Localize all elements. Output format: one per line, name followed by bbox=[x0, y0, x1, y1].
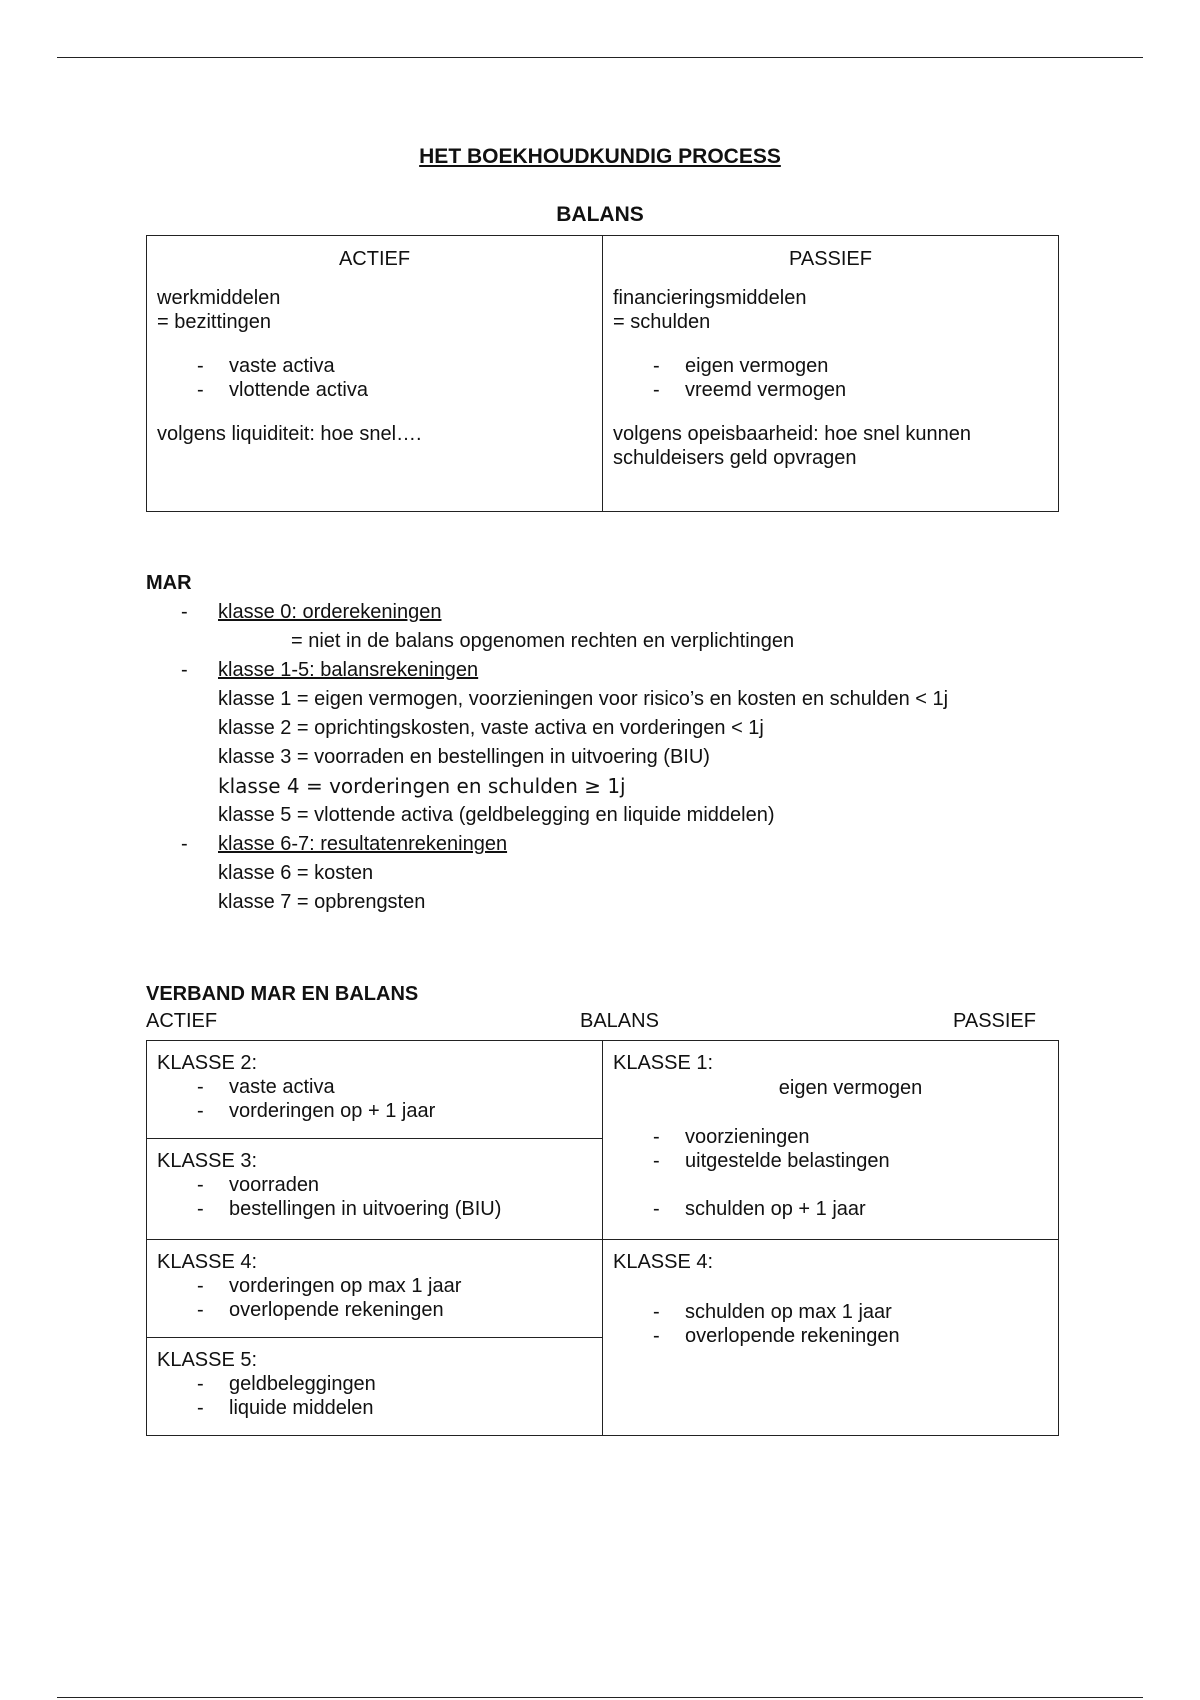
actief-line2: = bezittingen bbox=[157, 311, 271, 333]
verband-label-balans: BALANS bbox=[580, 1010, 659, 1032]
list-item: - bestellingen in uitvoering (BIU) bbox=[197, 1197, 592, 1221]
balans-heading: BALANS bbox=[556, 203, 644, 226]
list-item: - vaste activa bbox=[197, 1075, 592, 1099]
actief-note: volgens liquiditeit: hoe snel…. bbox=[157, 423, 422, 445]
cell-head: KLASSE 3: bbox=[157, 1150, 258, 1172]
list-item: - vorderingen op max 1 jaar bbox=[197, 1274, 592, 1298]
list-item: - liquide middelen bbox=[197, 1396, 592, 1420]
eigen-vermogen-label: eigen vermogen bbox=[778, 1077, 923, 1099]
cell-head: KLASSE 5: bbox=[157, 1349, 258, 1371]
list-item: - overlopende rekeningen bbox=[197, 1298, 592, 1322]
passief-column bbox=[603, 236, 1059, 512]
passief-note-line1: volgens opeisbaarheid: hoe snel kunnen bbox=[613, 423, 972, 445]
actief-column bbox=[147, 236, 603, 512]
klasse2-line: klasse 2 = oprichtingskosten, vaste activa en vorderingen < 1j bbox=[218, 717, 764, 739]
page-title: HET BOEKHOUDKUNDIG PROCESS bbox=[419, 145, 781, 168]
list-item: - vlottende activa bbox=[197, 378, 592, 402]
verband-heading: VERBAND MAR EN BALANS bbox=[146, 983, 419, 1005]
passief-line1: financieringsmiddelen bbox=[613, 287, 807, 309]
list-item: - geldbeleggingen bbox=[197, 1372, 592, 1396]
list-item: - eigen vermogen bbox=[653, 354, 1048, 378]
klasse2-cell bbox=[147, 1041, 603, 1139]
cell-head: KLASSE 2: bbox=[157, 1052, 258, 1074]
cell-head: KLASSE 4: bbox=[157, 1251, 258, 1273]
klasse15-label: klasse 1-5: balansrekeningen bbox=[218, 659, 479, 681]
klasse1-line: klasse 1 = eigen vermogen, voorzieningen voor risico’s en kosten en schulden < 1j bbox=[218, 688, 949, 710]
list-item: - voorraden bbox=[197, 1173, 592, 1197]
list-item: - voorzieningen bbox=[653, 1125, 1048, 1149]
actief-header: ACTIEF bbox=[338, 248, 411, 270]
klasse5-line: klasse 5 = vlottende activa (geldbelegging en liquide middelen) bbox=[218, 804, 775, 826]
verband-labels bbox=[146, 1010, 1036, 1036]
actief-line1: werkmiddelen bbox=[157, 287, 281, 309]
list-item: - uitgestelde belastingen bbox=[653, 1149, 1048, 1173]
list-item: - schulden op + 1 jaar bbox=[653, 1197, 1048, 1221]
balans-table bbox=[146, 235, 1059, 512]
klasse67-label: klasse 6-7: resultatenrekeningen bbox=[218, 833, 508, 855]
list-item: - vorderingen op + 1 jaar bbox=[197, 1099, 592, 1123]
actief-list bbox=[157, 354, 592, 402]
list-item: - overlopende rekeningen bbox=[653, 1324, 1048, 1348]
passief-line2: = schulden bbox=[613, 311, 711, 333]
klasse6-line: klasse 6 = kosten bbox=[218, 862, 374, 884]
top-rule bbox=[57, 57, 1143, 58]
list-item: - vreemd vermogen bbox=[653, 378, 1048, 402]
bottom-rule bbox=[57, 1697, 1143, 1698]
klasse4-line: klasse 4 = vorderingen en schulden ≥ 1j bbox=[218, 774, 626, 798]
klasse4-left-cell bbox=[147, 1240, 603, 1338]
cell-head: KLASSE 1: bbox=[613, 1052, 714, 1074]
klasse3-cell bbox=[147, 1139, 603, 1240]
verband-table bbox=[146, 1040, 1059, 1436]
list-item: - schulden op max 1 jaar bbox=[653, 1300, 1048, 1324]
verband-label-passief: PASSIEF bbox=[953, 1010, 1036, 1032]
cell-head: KLASSE 4: bbox=[613, 1251, 714, 1273]
klasse0-desc: = niet in de balans opgenomen rechten en verplichtingen bbox=[291, 630, 795, 652]
list-item: - vaste activa bbox=[197, 354, 592, 378]
klasse4-right-cell bbox=[603, 1240, 1059, 1436]
passief-list bbox=[613, 354, 1048, 402]
klasse5-cell bbox=[147, 1338, 603, 1436]
passief-note-line2: schuldeisers geld opvragen bbox=[613, 447, 857, 469]
verband-label-actief: ACTIEF bbox=[146, 1010, 218, 1032]
klasse3-line: klasse 3 = voorraden en bestellingen in uitvoering (BIU) bbox=[218, 746, 710, 768]
klasse7-line: klasse 7 = opbrengsten bbox=[218, 891, 426, 913]
mar-heading: MAR bbox=[146, 572, 192, 594]
mar-section: - klasse 0: orderekeningen = niet in de balans opgenomen rechten en verplichtingen - klasse 1-5: balansrekeningen klasse 1 = eigen vermogen, voorzieningen voor risico’s en kosten en schulden < 1j klasse 2 = oprichtingskosten, vaste activa en vorderingen < 1j klasse 3 = voorraden en bestellingen in uitvoering (BIU) klasse 4 = vorderingen en schulden ≥ 1j klasse 5 = vlottende activa (geldbelegging en liquide middelen) - klasse 6-7: resultatenrekeningen klasse 6 = kosten klasse 7 = opbrengsten bbox=[146, 598, 1106, 917]
passief-header: PASSIEF bbox=[789, 248, 872, 270]
klasse0-label: klasse 0: orderekeningen bbox=[218, 601, 442, 623]
klasse1-cell bbox=[603, 1041, 1059, 1240]
